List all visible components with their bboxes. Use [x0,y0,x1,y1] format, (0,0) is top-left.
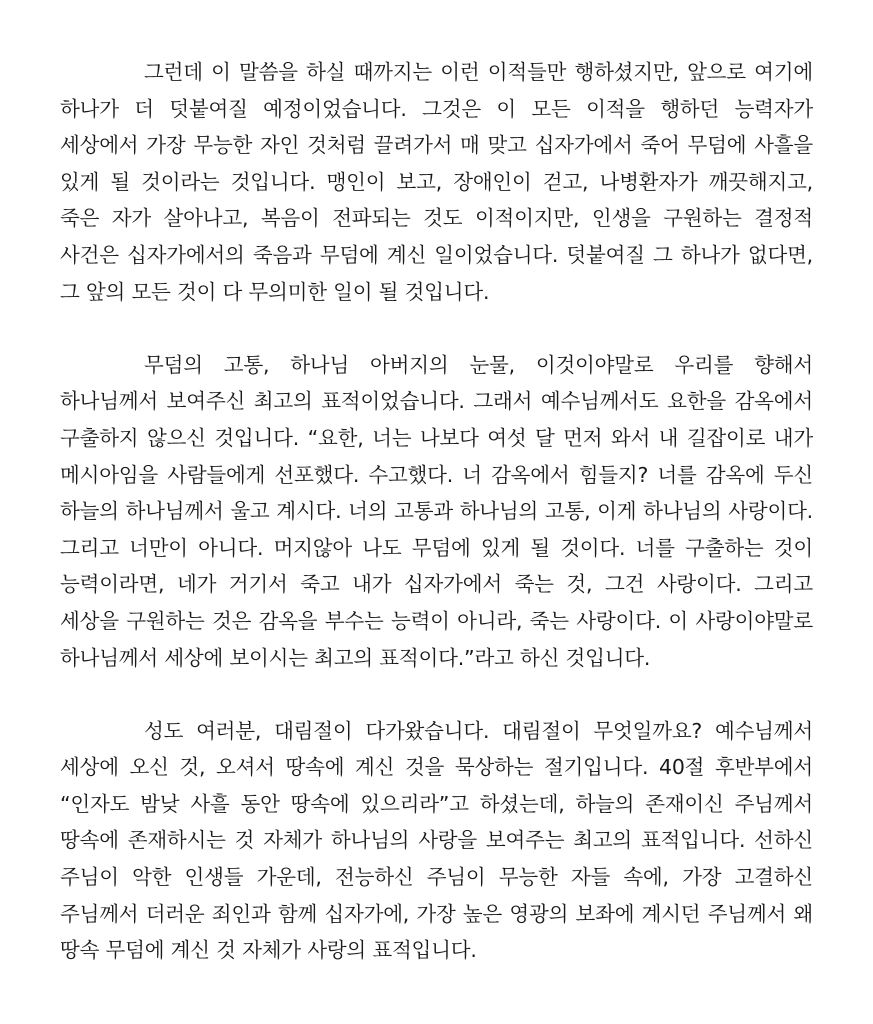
paragraph-2: 무덤의 고통, 하나님 아버지의 눈물, 이것이야말로 우리를 향해서 하나님께서 보여주신 최고의 표적이었습니다. 그래서 예수님께서도 요한을 감옥에서 구출하지 않으신 것입니다. “요한, 너는 나보다 여섯 달 먼저 와서 내 길잡이로 내가 메시아임을 사람들에게 선포했다. 수고했다. 너 감옥에서 힘들지? 너를 감옥에 두신 하늘의 하나님께서 울고 계시다. 너의 고통과 하나님의 고통, 이게 하나님의 사랑이다. 그리고 너만이 아니다. 머지않아 나도 무덤에 있게 될 것이다. 너를 구출하는 것이 능력이라면, 네가 거기서 죽고 내가 십자가에서 죽는 것, 그건 사랑이다. 그리고 세상을 구원하는 것은 감옥을 부수는 능력이 아니라, 죽는 사랑이다. 이 사랑이야말로 하나님께서 세상에 보이시는 최고의 표적이다.”라고 하신 것입니다. [60,352,813,670]
paragraph-3: 성도 여러분, 대림절이 다가왔습니다. 대림절이 무엇일까요? 예수님께서 세상에 오신 것, 오셔서 땅속에 계신 것을 묵상하는 절기입니다. 40절 후반부에서 “인자도 밤낮 사흘 동안 땅속에 있으리라”고 하셨는데, 하늘의 존재이신 주님께서 땅속에 존재하시는 것 자체가 하나님의 사랑을 보여주는 최고의 표적입니다. 선하신 주님이 악한 인생들 가운데, 전능하신 주님이 무능한 자들 속에, 가장 고결하신 주님께서 더러운 죄인과 함께 십자가에, 가장 높은 영광의 보좌에 계시던 주님께서 왜 땅속 무덤에 계신 것 자체가 사랑의 표적입니다. [60,718,813,963]
document-body [60,54,813,969]
paragraph-1: 그런데 이 말씀을 하실 때까지는 이런 이적들만 행하셨지만, 앞으로 여기에 하나가 더 덧붙여질 예정이었습니다. 그것은 이 모든 이적을 행하던 능력자가 세상에서 가장 무능한 자인 것처럼 끌려가서 매 맞고 십자가에서 죽어 무덤에 사흘을 있게 될 것이라는 것입니다. 맹인이 보고, 장애인이 걷고, 나병환자가 깨끗해지고, 죽은 자가 살아나고, 복음이 전파되는 것도 이적이지만, 인생을 구원하는 결정적 사건은 십자가에서의 죽음과 무덤에 계신 일이었습니다. 덧붙여질 그 하나가 없다면, 그 앞의 모든 것이 다 무의미한 일이 될 것입니다. [60,60,813,304]
